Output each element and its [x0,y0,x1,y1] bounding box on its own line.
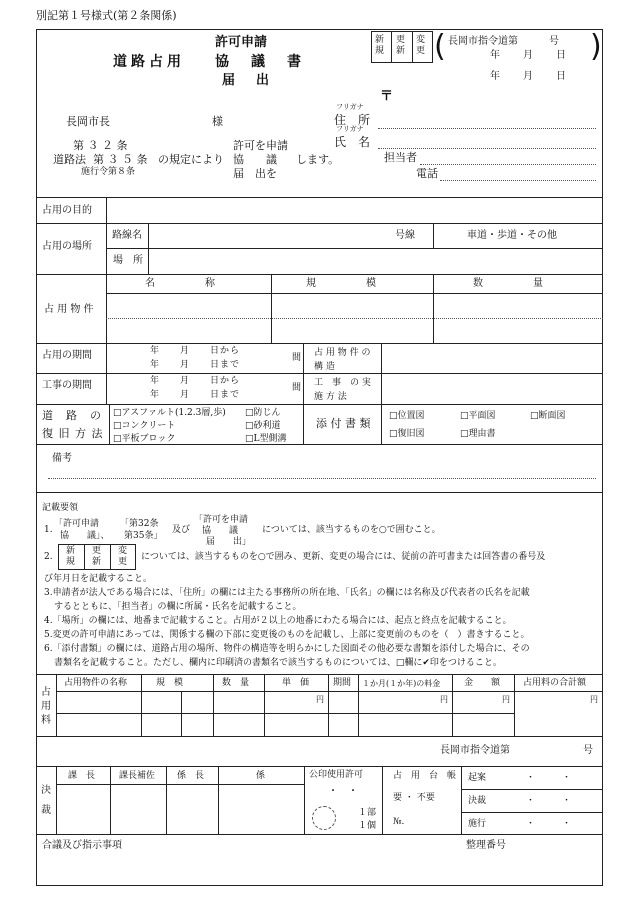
office-ref-no: 号 [583,745,593,756]
fee-side-3: 料 [41,715,51,726]
mat-gutter[interactable]: □L型側溝 [245,434,287,444]
note2-kind-renew: 更新 [92,546,102,568]
col-qty: 数 量 [473,278,543,289]
kind-renew[interactable]: 更新 [396,35,406,57]
decide-label: 決裁 [468,796,487,806]
notes-heading: 記載要領 [42,503,79,513]
ledger-no: №. [393,817,405,827]
title-bottom: 届 出 [222,73,274,88]
name-furigana: フリガナ [336,125,364,133]
work-until: 年 月 日まで [150,390,241,400]
execute-date: ・ ・ [526,819,572,829]
header-ref-label: 長岡市指令道第 [448,36,518,47]
fee-side-2: 用 [41,701,51,712]
note2-number: 2. [44,552,53,562]
note2-kind-new: 新規 [66,546,76,568]
doc-reason[interactable]: □理由書 [460,429,496,439]
office-ref-label: 長岡市指令道第 [440,745,510,756]
kessai-1: 決 [41,785,51,796]
attach-label: 添 付 書 類 [316,417,371,430]
col-scale: 規 模 [306,278,376,289]
mat-block[interactable]: □平板ブロック [113,434,176,444]
doc-restore[interactable]: □復旧図 [389,429,425,439]
purpose-label: 占用の目的 [42,205,92,216]
route-label: 路線名 [112,230,142,241]
seal-copies: １部 [358,808,377,818]
decide-date: ・ ・ [526,796,572,806]
note1-a: 「許可申請 [54,519,100,529]
bracket-open: ( [434,29,446,64]
restore-label-2: 復 旧 方 法 [42,427,104,440]
draft-label: 起案 [468,773,487,783]
opt-consult: 協 議 [233,153,277,166]
role-manager: 課 長 [68,771,96,781]
basho-label: 場 所 [113,255,143,266]
note3-line2: するとともに、「担当者」の欄に所属・氏名を記載すること。 [54,602,302,612]
draft-date: ・ ・ [526,773,572,783]
fee-col-monthly: １か月(１か年)の料金 [362,679,441,688]
ord8: 施行令第８条 [81,167,136,177]
doc-plan[interactable]: □平面図 [460,411,496,421]
phone-label: 電話 [416,167,438,180]
note6-line2: 書類名を記載すること。ただし、欄内に印刷済の書類名で該当するものについては、□欄に✔印をつけること。 [54,658,502,668]
note1-b: 協 議」、 [60,531,110,541]
name-label: 氏 名 [334,135,371,149]
period-label: 占用の期間 [42,350,92,361]
role-staff: 係 [256,771,266,781]
mat-concrete[interactable]: □コンクリート [113,421,176,431]
address-label: 住 所 [334,113,371,127]
note6-line1: 6.「添付書類」の欄には、道路占用の場所、物件の構造等を明らかにした図面その他必要な書類を添付した場合に、その [44,644,530,654]
fee-col-total: 占用料の合計額 [523,678,587,688]
work-interval: 間 [292,383,302,393]
person-label: 担当者 [384,151,417,164]
note1-tail: については、該当するものを○で囲むこと。 [262,525,441,535]
form-label: 別記第１号様式(第２条関係) [36,9,177,22]
seal-label: 公印使用許可 [309,770,364,780]
art32: 第 ３ ２ 条 [73,139,128,152]
kind-change[interactable]: 変更 [416,35,426,57]
period-from: 年 月 日から [150,346,241,356]
note1-e: 及び [172,525,191,535]
addressee: 長岡市長 [66,115,110,128]
doc-location[interactable]: □位置図 [389,411,425,421]
title-main-left: 道路占用 [113,54,185,70]
note2-tail: については、該当するものを○で囲み、更新、変更の場合には、従前の許可書または回答書の番号及 [141,552,546,562]
title-top: 許可申請 [215,35,268,50]
work-method-label: 工 事 の 実 施 方 法 [314,378,371,402]
fee-col-period: 期間 [333,678,352,688]
seal-circle [312,806,336,830]
kind-new[interactable]: 新規 [375,35,385,57]
note5: 5.変更の許可申請にあっては、関係する欄の下部に変更後のものを記載し、上部に変更前のものを（ ）書きすること。 [44,630,530,640]
fee-yen-monthly: 円 [440,695,448,704]
mat-dust[interactable]: □防じん [245,408,281,418]
note1-h: 届 出」 [206,537,252,547]
remarks-label: 備考 [52,453,72,464]
fee-yen-price: 円 [316,695,324,704]
ledger-label: 占 用 台 帳 [393,771,457,781]
note1-f: 「許可を申請 [194,515,249,525]
ledger-need[interactable]: 要 ・ 不要 [393,793,435,803]
fee-col-name: 占用物件の名称 [64,678,128,688]
object-label: 占 用 物 件 [44,304,94,315]
mat-asphalt[interactable]: □アスファルト(1.2.3層,歩) [113,408,226,418]
struct-label: 占 用 物 件 の 構 造 [314,348,371,372]
doc-section[interactable]: □断面図 [530,411,566,421]
address-furigana: フリガナ [336,103,364,111]
col-name: 名 称 [145,278,215,289]
title-main-right: 協 議 書 [215,54,305,70]
note2-line2: び年月日を記載すること。 [44,574,153,584]
kessai-2: 裁 [41,805,51,816]
fee-col-qty: 数 量 [222,678,250,688]
fee-col-scale: 規 模 [156,678,184,688]
art35: 第 ３ ５ 条 [93,153,148,166]
note3-line1: 3.申請者が法人である場合には、「住所」の欄には主たる事務所の所在地、「氏名」の欄には名称及び代表者の氏名を記載 [44,588,530,598]
bracket-close: ) [590,29,602,64]
note2-kind-change: 変更 [118,546,128,568]
postal-mark: 〒 [380,89,394,104]
restore-label-1: 道 路 の [42,409,102,422]
fee-col-price: 単 価 [282,678,310,688]
suffix: します。 [296,153,340,166]
serial-label: 整理番号 [466,840,506,851]
place-label: 占用の場所 [42,241,92,252]
opt-apply: 許可を申請 [233,139,288,152]
seal-count: １個 [358,821,377,831]
role-chief: 係 長 [177,771,205,781]
period-until: 年 月 日まで [150,360,241,370]
honorific: 様 [212,115,223,128]
note1-number: 1. [44,525,53,535]
fee-side-1: 占 [41,687,51,698]
fee-yen-amount: 円 [502,695,510,704]
seal-dots: ・ ・ [328,786,358,797]
note4: 4.「場所」の欄には、地番まで記載すること。占用が２以上の地番にわたる場合には、起点と終点を記載すること。 [44,616,512,626]
note1-d: 第35条」 [124,531,163,541]
note1-c: 「第32条 [120,519,159,529]
work-from: 年 月 日から [150,376,241,386]
fee-yen-total: 円 [590,695,598,704]
note1-g: 協 議 [202,526,239,536]
opt-notify: 届 出を [233,167,277,180]
provision: の規定により [158,153,224,166]
period-interval: 間 [292,353,302,363]
work-period-label: 工事の期間 [42,380,92,391]
header-ref-no: 号 [549,36,559,47]
agreement-label: 合議及び指示事項 [42,840,122,851]
mat-gravel[interactable]: □砂利道 [245,421,281,431]
route-no: 号線 [395,230,415,241]
road-law: 道路法 [53,153,86,166]
fee-col-amount: 金 額 [464,678,501,688]
execute-label: 施行 [468,819,487,829]
route-kind[interactable]: 車道・歩道・その他 [467,230,557,241]
header-ref-date: 年 月 日 [490,50,567,61]
application-date: 年 月 日 [490,71,567,82]
role-assistant: 課長補佐 [119,771,156,781]
